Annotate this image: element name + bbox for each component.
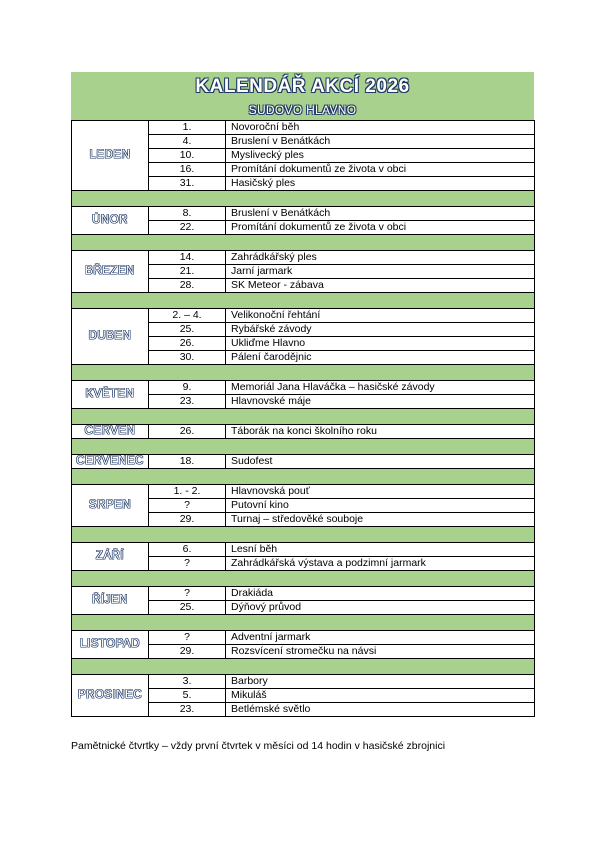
event-name: Promítání dokumentů ze života v obci	[226, 221, 535, 235]
event-date: 23.	[149, 395, 226, 409]
separator-cell	[72, 293, 535, 309]
event-date: 10.	[149, 149, 226, 163]
event-date: 29.	[149, 513, 226, 527]
event-name: Hlavnovské máje	[226, 395, 535, 409]
table-row	[72, 251, 535, 265]
event-name: Bruslení v Benátkách	[226, 207, 535, 221]
event-name: Sudofest	[226, 455, 535, 469]
month-label: SRPEN	[72, 485, 149, 527]
event-name: Hasičský ples	[226, 177, 535, 191]
separator-cell	[72, 365, 535, 381]
event-date: ?	[149, 631, 226, 645]
event-name: Hlavnovská pouť	[226, 485, 535, 499]
page-subtitle: SUDOVO HLAVNO	[248, 103, 357, 117]
month-label: ÚNOR	[72, 207, 149, 235]
month-label: ČERVENEC	[72, 455, 149, 469]
event-name: Jarní jarmark	[226, 265, 535, 279]
month-separator	[72, 615, 535, 631]
event-date: 9.	[149, 381, 226, 395]
event-date: 23.	[149, 703, 226, 717]
event-name: Novoroční běh	[226, 121, 535, 135]
separator-cell	[72, 409, 535, 425]
month-separator	[72, 571, 535, 587]
event-date: 25.	[149, 601, 226, 615]
event-name: Zahrádkářský ples	[226, 251, 535, 265]
event-date: 4.	[149, 135, 226, 149]
event-name: Betlémské světlo	[226, 703, 535, 717]
event-date: ?	[149, 499, 226, 513]
event-name: Putovní kino	[226, 499, 535, 513]
month-label: BŘEZEN	[72, 251, 149, 293]
month-separator	[72, 293, 535, 309]
month-label: KVĚTEN	[72, 381, 149, 409]
month-separator	[72, 235, 535, 251]
table-row	[72, 631, 535, 645]
event-name: Zahrádkářská výstava a podzimní jarmark	[226, 557, 535, 571]
event-name: SK Meteor - zábava	[226, 279, 535, 293]
event-date: 25.	[149, 323, 226, 337]
events-table	[71, 120, 535, 717]
event-date: 31.	[149, 177, 226, 191]
table-row	[72, 309, 535, 323]
month-label: ŘÍJEN	[72, 587, 149, 615]
event-date: 28.	[149, 279, 226, 293]
footnote: Pamětnické čtvrtky – vždy první čtvrtek v měsíci od 14 hodin v hasičské zbrojnici	[71, 740, 446, 752]
event-date: 26.	[149, 337, 226, 351]
event-date: ?	[149, 587, 226, 601]
separator-cell	[72, 571, 535, 587]
event-date: 16.	[149, 163, 226, 177]
table-row	[72, 121, 535, 135]
month-label: ZÁŘÍ	[72, 543, 149, 571]
event-name: Velikonoční řehtání	[226, 309, 535, 323]
table-row	[72, 207, 535, 221]
calendar-header	[71, 72, 534, 120]
month-separator	[72, 439, 535, 455]
month-separator	[72, 409, 535, 425]
month-label: DUBEN	[72, 309, 149, 365]
event-date: 14.	[149, 251, 226, 265]
event-date: 22.	[149, 221, 226, 235]
table-row	[72, 675, 535, 689]
event-name: Lesní běh	[226, 543, 535, 557]
month-label: PROSINEC	[72, 675, 149, 717]
separator-cell	[72, 527, 535, 543]
event-date: 5.	[149, 689, 226, 703]
event-date: ?	[149, 557, 226, 571]
event-date: 18.	[149, 455, 226, 469]
event-name: Táborák na konci školního roku	[226, 425, 535, 439]
event-date: 2. – 4.	[149, 309, 226, 323]
month-separator	[72, 527, 535, 543]
event-name: Rybářské závody	[226, 323, 535, 337]
separator-cell	[72, 469, 535, 485]
event-name: Memoriál Jana Hlaváčka – hasičské závody	[226, 381, 535, 395]
event-name: Barbory	[226, 675, 535, 689]
event-name: Adventní jarmark	[226, 631, 535, 645]
table-row	[72, 485, 535, 499]
table-row	[72, 455, 535, 469]
event-date: 21.	[149, 265, 226, 279]
event-name: Ukliďme Hlavno	[226, 337, 535, 351]
month-label: LEDEN	[72, 121, 149, 191]
event-date: 6.	[149, 543, 226, 557]
event-date: 3.	[149, 675, 226, 689]
event-date: 1. - 2.	[149, 485, 226, 499]
event-name: Myslivecký ples	[226, 149, 535, 163]
month-label: ČERVEN	[72, 425, 149, 439]
event-date: 26.	[149, 425, 226, 439]
separator-cell	[72, 235, 535, 251]
event-date: 30.	[149, 351, 226, 365]
event-name: Dýňový průvod	[226, 601, 535, 615]
event-name: Turnaj – středověké souboje	[226, 513, 535, 527]
event-name: Drakiáda	[226, 587, 535, 601]
separator-cell	[72, 439, 535, 455]
table-row	[72, 587, 535, 601]
table-row	[72, 381, 535, 395]
event-name: Mikuláš	[226, 689, 535, 703]
table-row	[72, 425, 535, 439]
separator-cell	[72, 191, 535, 207]
month-label: LISTOPAD	[72, 631, 149, 659]
month-separator	[72, 659, 535, 675]
calendar-sheet	[71, 72, 534, 717]
separator-cell	[72, 615, 535, 631]
month-separator	[72, 469, 535, 485]
event-name: Rozsvícení stromečku na návsi	[226, 645, 535, 659]
event-name: Pálení čarodějnic	[226, 351, 535, 365]
event-date: 29.	[149, 645, 226, 659]
month-separator	[72, 365, 535, 381]
event-date: 8.	[149, 207, 226, 221]
page-title: KALENDÁŘ AKCÍ 2026	[195, 76, 410, 97]
table-row	[72, 543, 535, 557]
event-name: Bruslení v Benátkách	[226, 135, 535, 149]
month-separator	[72, 191, 535, 207]
event-date: 1.	[149, 121, 226, 135]
separator-cell	[72, 659, 535, 675]
event-name: Promítání dokumentů ze života v obci	[226, 163, 535, 177]
